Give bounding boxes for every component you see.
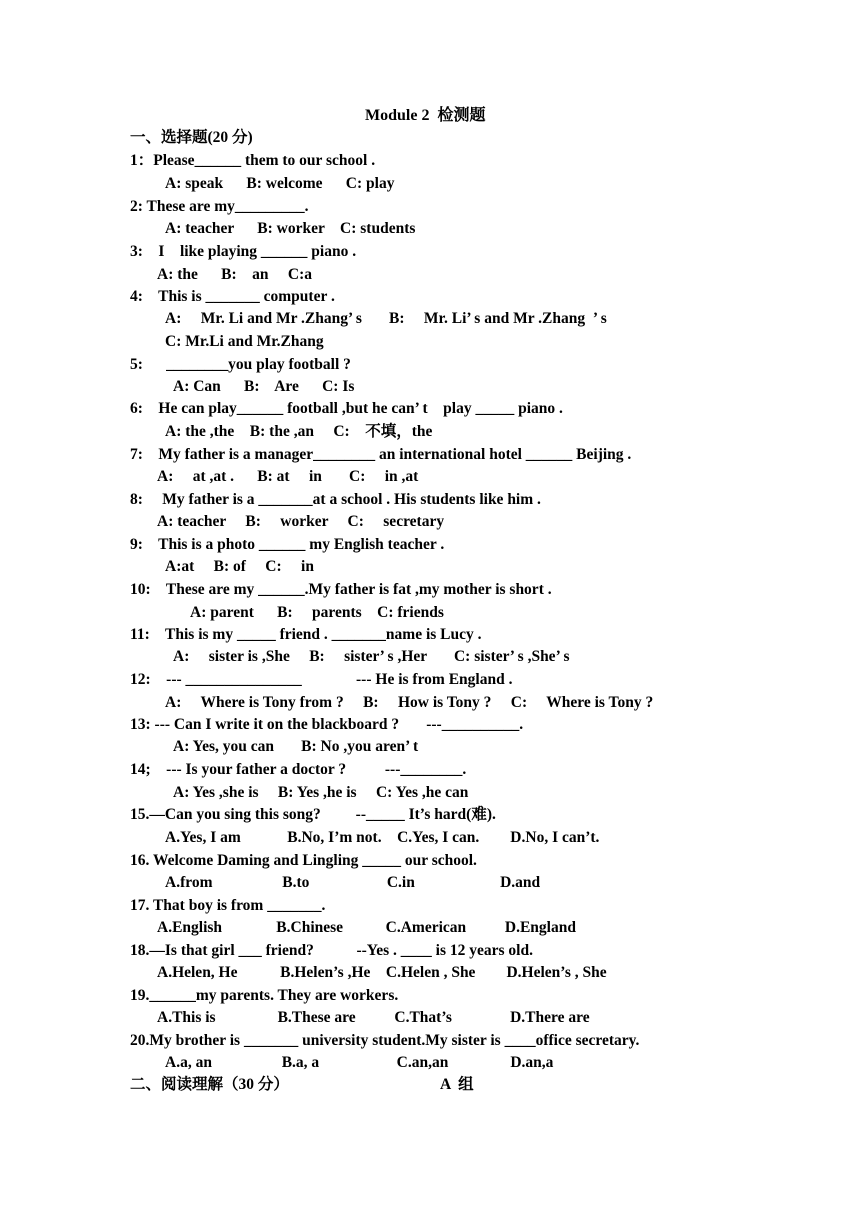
question-17: 17. That boy is from _______.	[130, 897, 326, 914]
question-7-options: A: at ,at . B: at in C: in ,at	[157, 468, 419, 485]
question-11-options: A: sister is ,She B: sister’ s ,Her C: sister’ s ,She’ s	[173, 648, 570, 665]
question-15: 15.—Can you sing this song? --_____ It’s hard(难).	[130, 806, 496, 823]
question-12: 12: --- _______________ --- He is from England .	[130, 671, 513, 688]
section-heading-choice: 一、选择题(20 分)	[130, 129, 253, 146]
question-19-options: A.This is B.These are C.That’s D.There are	[157, 1009, 590, 1026]
question-10: 10: These are my ______.My father is fat ,my mother is short .	[130, 581, 552, 598]
question-8-options: A: teacher B: worker C: secretary	[157, 513, 445, 530]
question-4-options-cont: C: Mr.Li and Mr.Zhang	[165, 333, 324, 350]
question-4-options: A: Mr. Li and Mr .Zhang’ s B: Mr. Li’ s and Mr .Zhang ’ s	[165, 310, 607, 327]
question-9-options: A:at B: of C: in	[165, 558, 314, 575]
question-8: 8: My father is a _______at a school . His students like him .	[130, 491, 541, 508]
question-19: 19.______my parents. They are workers.	[130, 987, 399, 1004]
question-17-options: A.English B.Chinese C.American D.England	[157, 919, 576, 936]
question-1: 1：Please______ them to our school .	[130, 152, 376, 169]
question-4: 4: This is _______ computer .	[130, 288, 335, 305]
question-20: 20.My brother is _______ university student.My sister is ____office secretary.	[130, 1032, 640, 1049]
section-heading-reading: 二、阅读理解（30 分）	[130, 1076, 289, 1093]
question-16-options: A.from B.to C.in D.and	[165, 874, 541, 891]
question-18: 18.—Is that girl ___ friend? --Yes . ____ is 12 years old.	[130, 942, 533, 959]
question-10-options: A: parent B: parents C: friends	[190, 604, 444, 621]
question-5-options: A: Can B: Are C: Is	[173, 378, 355, 395]
question-1-options: A: speak B: welcome C: play	[165, 175, 395, 192]
question-12-options: A: Where is Tony from ? B: How is Tony ? C: Where is Tony ?	[165, 694, 654, 711]
question-13: 13: --- Can I write it on the blackboard ? ---__________.	[130, 716, 524, 733]
question-6: 6: He can play______ football ,but he can’ t play _____ piano .	[130, 400, 563, 417]
question-5: 5: ________you play football ?	[130, 356, 351, 373]
question-2-options: A: teacher B: worker C: students	[165, 220, 416, 237]
question-7: 7: My father is a manager________ an international hotel ______ Beijing .	[130, 446, 632, 463]
question-13-options: A: Yes, you can B: No ,you aren’ t	[173, 738, 419, 755]
question-15-options: A.Yes, I am B.No, I’m not. C.Yes, I can. D.No, I can’t.	[165, 829, 600, 846]
question-14: 14; --- Is your father a doctor ? ---________.	[130, 761, 467, 778]
question-6-options: A: the ,the B: the ,an C: 不填，the	[165, 423, 433, 440]
question-16: 16. Welcome Daming and Lingling _____ our school.	[130, 852, 477, 869]
page-title: Module 2 检测题	[365, 107, 486, 124]
question-20-options: A.a, an B.a, a C.an,an D.an,a	[165, 1054, 554, 1071]
question-14-options: A: Yes ,she is B: Yes ,he is C: Yes ,he can	[173, 784, 469, 801]
question-18-options: A.Helen, He B.Helen’s ,He C.Helen , She D.Helen’s , She	[157, 964, 607, 981]
question-11: 11: This is my _____ friend . _______name is Lucy .	[130, 626, 482, 643]
question-9: 9: This is a photo ______ my English teacher .	[130, 536, 445, 553]
question-2: 2: These are my_________.	[130, 198, 309, 215]
section-group-label: A 组	[440, 1076, 474, 1093]
question-3: 3: I like playing ______ piano .	[130, 243, 357, 260]
question-3-options: A: the B: an C:a	[157, 266, 312, 283]
